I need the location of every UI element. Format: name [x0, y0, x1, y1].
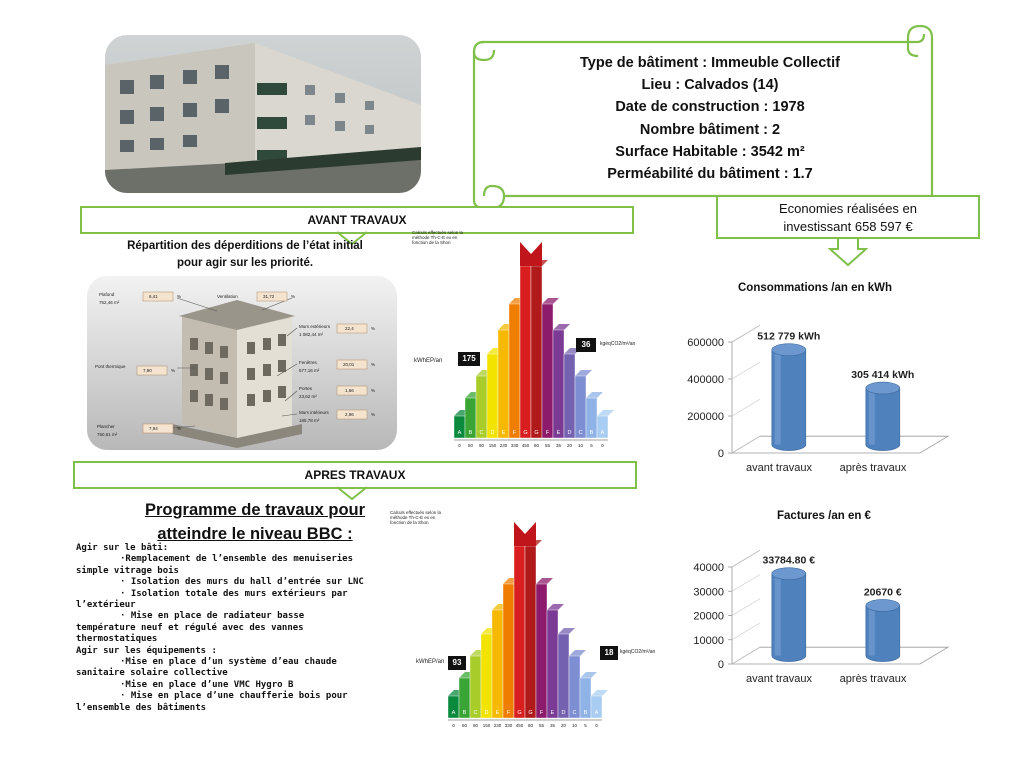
- dpe-column-top: [558, 628, 575, 634]
- bar: [866, 382, 900, 451]
- co2-label: kgéqCO2/m²/an: [620, 649, 656, 655]
- dpe-column-top: [580, 672, 597, 678]
- economies-line2: investissant 658 597 €: [783, 219, 913, 234]
- x-category-label: après travaux: [839, 462, 907, 474]
- y-tick-label: 200000: [687, 411, 724, 423]
- murs-ext-area: 1 082,44 m²: [299, 332, 324, 337]
- dpe-tick-label: 80: [527, 723, 534, 728]
- y-gridline: [732, 550, 760, 567]
- dpe-column: [476, 376, 487, 438]
- economies-box: [716, 195, 980, 239]
- dpe-column: [503, 584, 514, 718]
- dpe-tick-label: 35: [549, 723, 556, 728]
- dpe-peak: [514, 522, 536, 546]
- consommations-chart: [670, 300, 970, 485]
- y-gridline: [732, 623, 760, 640]
- building-photo: [105, 35, 421, 193]
- dpe-tick-label: 55: [544, 443, 551, 448]
- bar: [772, 344, 806, 451]
- bar-data-label: 305 414 kWh: [851, 369, 915, 382]
- murs-int-label: Murs intérieurs: [299, 410, 329, 415]
- dpe-class-label: B: [462, 710, 467, 716]
- dpe-column: [564, 354, 575, 438]
- chart-floor: [732, 436, 948, 453]
- works-line: Agir sur le bâti:: [76, 543, 169, 553]
- plancher-area: 750,61 m²: [97, 432, 118, 437]
- programme-title: [120, 498, 390, 546]
- dpe-tick-label: 55: [538, 723, 545, 728]
- dpe-column-top: [569, 650, 586, 656]
- dpe-class-label: C: [578, 430, 583, 436]
- dpe-column: [514, 546, 525, 718]
- dpe-tick-label: 330: [510, 443, 519, 448]
- dpe-calc-note: Calculs effectués selon la méthode Th-C-E ex en fonction de la Shon: [412, 230, 463, 245]
- portes-value: 1,66: [345, 388, 354, 393]
- dpe-tick-label: 0: [458, 443, 461, 448]
- avant-travaux-banner: AVANT TRAVAUX: [80, 206, 634, 234]
- x-category-label: avant travaux: [745, 673, 813, 685]
- dpe-tick-label: 35: [555, 443, 562, 448]
- programme-title-line2: atteindre le niveau BBC :: [157, 525, 353, 543]
- dpe-column: [520, 266, 531, 438]
- fenetres-unit: %: [371, 362, 376, 367]
- dpe-column: [470, 656, 481, 718]
- bar: [866, 599, 900, 661]
- plafond-label: Plafond: [99, 292, 115, 297]
- repartition-line1: Répartition des déperditions de l’état initial: [127, 240, 363, 252]
- portes-unit: %: [371, 388, 376, 393]
- dpe-column: [509, 304, 520, 438]
- dpe-tick-label: 0: [452, 723, 455, 728]
- dpe-class-label: E: [495, 710, 500, 716]
- dpe-column: [525, 546, 536, 718]
- fenetres-area: 577,16 m²: [299, 368, 320, 373]
- y-tick-label: 20000: [693, 610, 724, 623]
- chart1-title: Consommations /an en kWh: [738, 282, 892, 294]
- dpe-class-label: F: [539, 710, 544, 716]
- dpe-chart-apres: [388, 508, 656, 740]
- dpe-class-label: D: [490, 430, 495, 436]
- apres-travaux-banner: APRES TRAVAUX: [73, 461, 637, 489]
- y-tick-label: 400000: [687, 374, 724, 386]
- dpe-peak: [520, 242, 542, 266]
- works-line: · Isolation des murs du hall d’entrée sur LNC: [120, 577, 364, 588]
- dpe-column: [492, 610, 503, 718]
- co2-value-badge: 18: [600, 646, 618, 660]
- repartition-line2: pour agir sur les priorité.: [176, 257, 314, 269]
- plancher-unit: %: [177, 426, 182, 431]
- dpe-class-label: C: [572, 710, 577, 716]
- y-gridline: [732, 362, 760, 379]
- murs-ext-label: Murs extérieurs: [299, 324, 331, 329]
- pont-unit: %: [171, 368, 176, 373]
- building-info: [490, 52, 930, 185]
- bar: [772, 568, 806, 662]
- dpe-tick-label: 5: [590, 443, 593, 448]
- dpe-column-top: [542, 298, 559, 304]
- ventilation-label: Ventilation: [217, 294, 238, 299]
- dpe-class-label: A: [451, 710, 456, 716]
- works-line: · Mise en place d’une chaufferie bois pour: [120, 691, 348, 702]
- dpe-chart-avant: [410, 228, 670, 460]
- dpe-tick-label: 20: [566, 443, 573, 448]
- dpe-class-label: A: [600, 430, 605, 436]
- works-line: · Mise en place de radiateur basse: [120, 611, 305, 622]
- dpe-class-label: E: [556, 430, 561, 436]
- chart2-title: Factures /an en €: [777, 510, 871, 522]
- kwh-value-badge: 93: [448, 656, 466, 670]
- dpe-column: [498, 330, 509, 438]
- dpe-class-label: B: [589, 430, 594, 436]
- bar-data-label: 512 779 kWh: [757, 330, 821, 343]
- dpe-tick-label: 450: [515, 723, 524, 728]
- y-gridline: [732, 436, 760, 453]
- dpe-column: [558, 634, 569, 718]
- dpe-column-top: [591, 690, 608, 696]
- dpe-class-label: D: [484, 710, 489, 716]
- works-line: sanitaire solaire collective: [76, 668, 228, 679]
- dpe-column: [536, 584, 547, 718]
- y-tick-label: 40000: [693, 562, 724, 574]
- works-line: simple vitrage bois: [76, 565, 179, 576]
- y-gridline: [732, 647, 760, 664]
- kwh-label: kWhEP/an: [416, 659, 445, 665]
- dpe-class-label: B: [583, 710, 588, 716]
- dpe-column-top: [586, 392, 603, 398]
- dpe-class-label: E: [550, 710, 555, 716]
- ventilation-unit: %: [291, 294, 296, 299]
- dpe-tick-label: 50: [467, 443, 474, 448]
- deperditions-panel: [87, 276, 397, 450]
- murs-int-value: 2,96: [345, 412, 354, 417]
- dpe-column-top: [547, 604, 564, 610]
- dpe-tick-label: 10: [577, 443, 584, 448]
- dpe-class-label: G: [528, 710, 533, 716]
- dpe-class-label: C: [479, 430, 484, 436]
- dpe-column: [553, 330, 564, 438]
- co2-value-badge: 36: [576, 338, 596, 352]
- factures-chart: [670, 530, 970, 700]
- fenetres-value: 20,01: [343, 362, 355, 367]
- dpe-tick-label: 450: [521, 443, 530, 448]
- dpe-tick-label: 20: [560, 723, 567, 728]
- works-line: · Isolation totale des murs extérieurs par: [120, 588, 348, 599]
- works-line: ·Mise en place d’un système d’eau chaude: [120, 657, 337, 668]
- construction-date: Date de construction : 1978: [615, 99, 805, 116]
- y-tick-label: 10000: [693, 634, 724, 647]
- dpe-column: [575, 376, 586, 438]
- murs-ext-value: 22,4: [345, 326, 354, 331]
- plafond-value: 6,41: [149, 294, 158, 299]
- dpe-class-label: B: [468, 430, 473, 436]
- y-tick-label: 0: [717, 659, 724, 671]
- portes-label: Portes: [299, 386, 313, 391]
- dpe-tick-label: 80: [533, 443, 540, 448]
- murs-ext-unit: %: [371, 326, 376, 331]
- y-gridline: [732, 599, 760, 616]
- dpe-column-top: [536, 578, 553, 584]
- dpe-calc-note: Calculs effectués selon la méthode Th-C-E ex en fonction de la Shon: [390, 510, 441, 525]
- kwh-value-badge: 175: [458, 352, 480, 366]
- dpe-class-label: C: [473, 710, 478, 716]
- dpe-class-label: F: [545, 430, 550, 436]
- dpe-class-label: G: [523, 430, 528, 436]
- dpe-tick-label: 230: [499, 443, 508, 448]
- dpe-column: [531, 266, 542, 438]
- dpe-class-label: E: [501, 430, 506, 436]
- plafond-unit: %: [177, 294, 182, 299]
- dpe-class-label: D: [567, 430, 572, 436]
- dpe-column: [547, 610, 558, 718]
- dpe-class-label: G: [534, 430, 539, 436]
- murs-int-area: 185,78 m²: [299, 418, 320, 423]
- bar-data-label: 20670 €: [863, 586, 902, 599]
- pont-label: Pont thermique: [95, 364, 126, 369]
- ventilation-value: 31,72: [263, 294, 275, 299]
- dpe-tick-label: 90: [472, 723, 479, 728]
- dpe-class-label: F: [512, 430, 517, 436]
- kwh-label: kWhEP/an: [414, 358, 443, 364]
- dpe-column-top: [597, 410, 614, 416]
- dpe-column: [481, 634, 492, 718]
- plafond-area: 752,46 m²: [99, 300, 120, 305]
- dpe-column: [542, 304, 553, 438]
- dpe-tick-label: 50: [461, 723, 468, 728]
- chart-floor: [732, 647, 948, 664]
- building-count: Nombre bâtiment : 2: [639, 121, 781, 138]
- building-location: Lieu : Calvados (14): [641, 77, 779, 94]
- y-gridline: [732, 325, 760, 342]
- y-gridline: [732, 399, 760, 416]
- dpe-column: [487, 354, 498, 438]
- x-category-label: avant travaux: [745, 462, 813, 474]
- dpe-tick-label: 0: [595, 723, 598, 728]
- works-line: température neuf et régulé avec des vannes: [76, 622, 304, 633]
- dpe-column-top: [575, 370, 592, 376]
- dpe-tick-label: 5: [584, 723, 587, 728]
- works-line: Agir sur les équipements :: [76, 645, 217, 656]
- dpe-tick-label: 330: [504, 723, 513, 728]
- works-line: ·Mise en place d’une VMC Hygro B: [120, 679, 294, 690]
- dpe-class-label: G: [517, 710, 522, 716]
- portes-area: 23,62 m²: [299, 394, 317, 399]
- dpe-class-label: A: [594, 710, 599, 716]
- dpe-tick-label: 230: [493, 723, 502, 728]
- plancher-label: Plancher: [97, 424, 115, 429]
- fenetres-label: Fenêtres: [299, 360, 317, 365]
- works-line: l’ensemble des bâtiments: [76, 702, 207, 713]
- dpe-tick-label: 10: [571, 723, 578, 728]
- dpe-class-label: A: [457, 430, 462, 436]
- dpe-tick-label: 90: [478, 443, 485, 448]
- repartition-caption: [110, 238, 380, 272]
- dpe-tick-label: 0: [601, 443, 604, 448]
- y-tick-label: 600000: [687, 337, 724, 349]
- dpe-tick-label: 150: [482, 723, 491, 728]
- x-category-label: après travaux: [839, 673, 907, 685]
- building-type: Type de bâtiment : Immeuble Collectif: [580, 55, 840, 71]
- y-tick-label: 30000: [693, 586, 724, 599]
- y-gridline: [732, 574, 760, 591]
- air-permeability: Perméabilité du bâtiment : 1.7: [607, 166, 813, 183]
- works-line: l’extérieur: [76, 600, 136, 611]
- plancher-value: 7,94: [149, 426, 158, 431]
- economies-line1: Economies réalisées en: [778, 201, 918, 216]
- dpe-class-label: F: [506, 710, 511, 716]
- co2-label: kgéqCO2/m²/an: [600, 341, 636, 347]
- y-tick-label: 0: [717, 448, 724, 460]
- dpe-class-label: D: [561, 710, 566, 716]
- economies-arrow-icon: [828, 239, 868, 267]
- murs-int-unit: %: [371, 412, 376, 417]
- works-line: thermostatiques: [76, 634, 158, 645]
- works-line: ·Remplacement de l’ensemble des menuiseries: [120, 554, 353, 565]
- programme-title-line1: Programme de travaux pour: [144, 501, 366, 519]
- bar-data-label: 33784.80 €: [762, 554, 816, 567]
- pont-value: 7,90: [143, 368, 152, 373]
- works-list: [76, 543, 386, 714]
- dpe-column: [569, 656, 580, 718]
- dpe-tick-label: 150: [488, 443, 497, 448]
- living-surface: Surface Habitable : 3542 m²: [615, 143, 805, 160]
- dpe-column-top: [553, 324, 570, 330]
